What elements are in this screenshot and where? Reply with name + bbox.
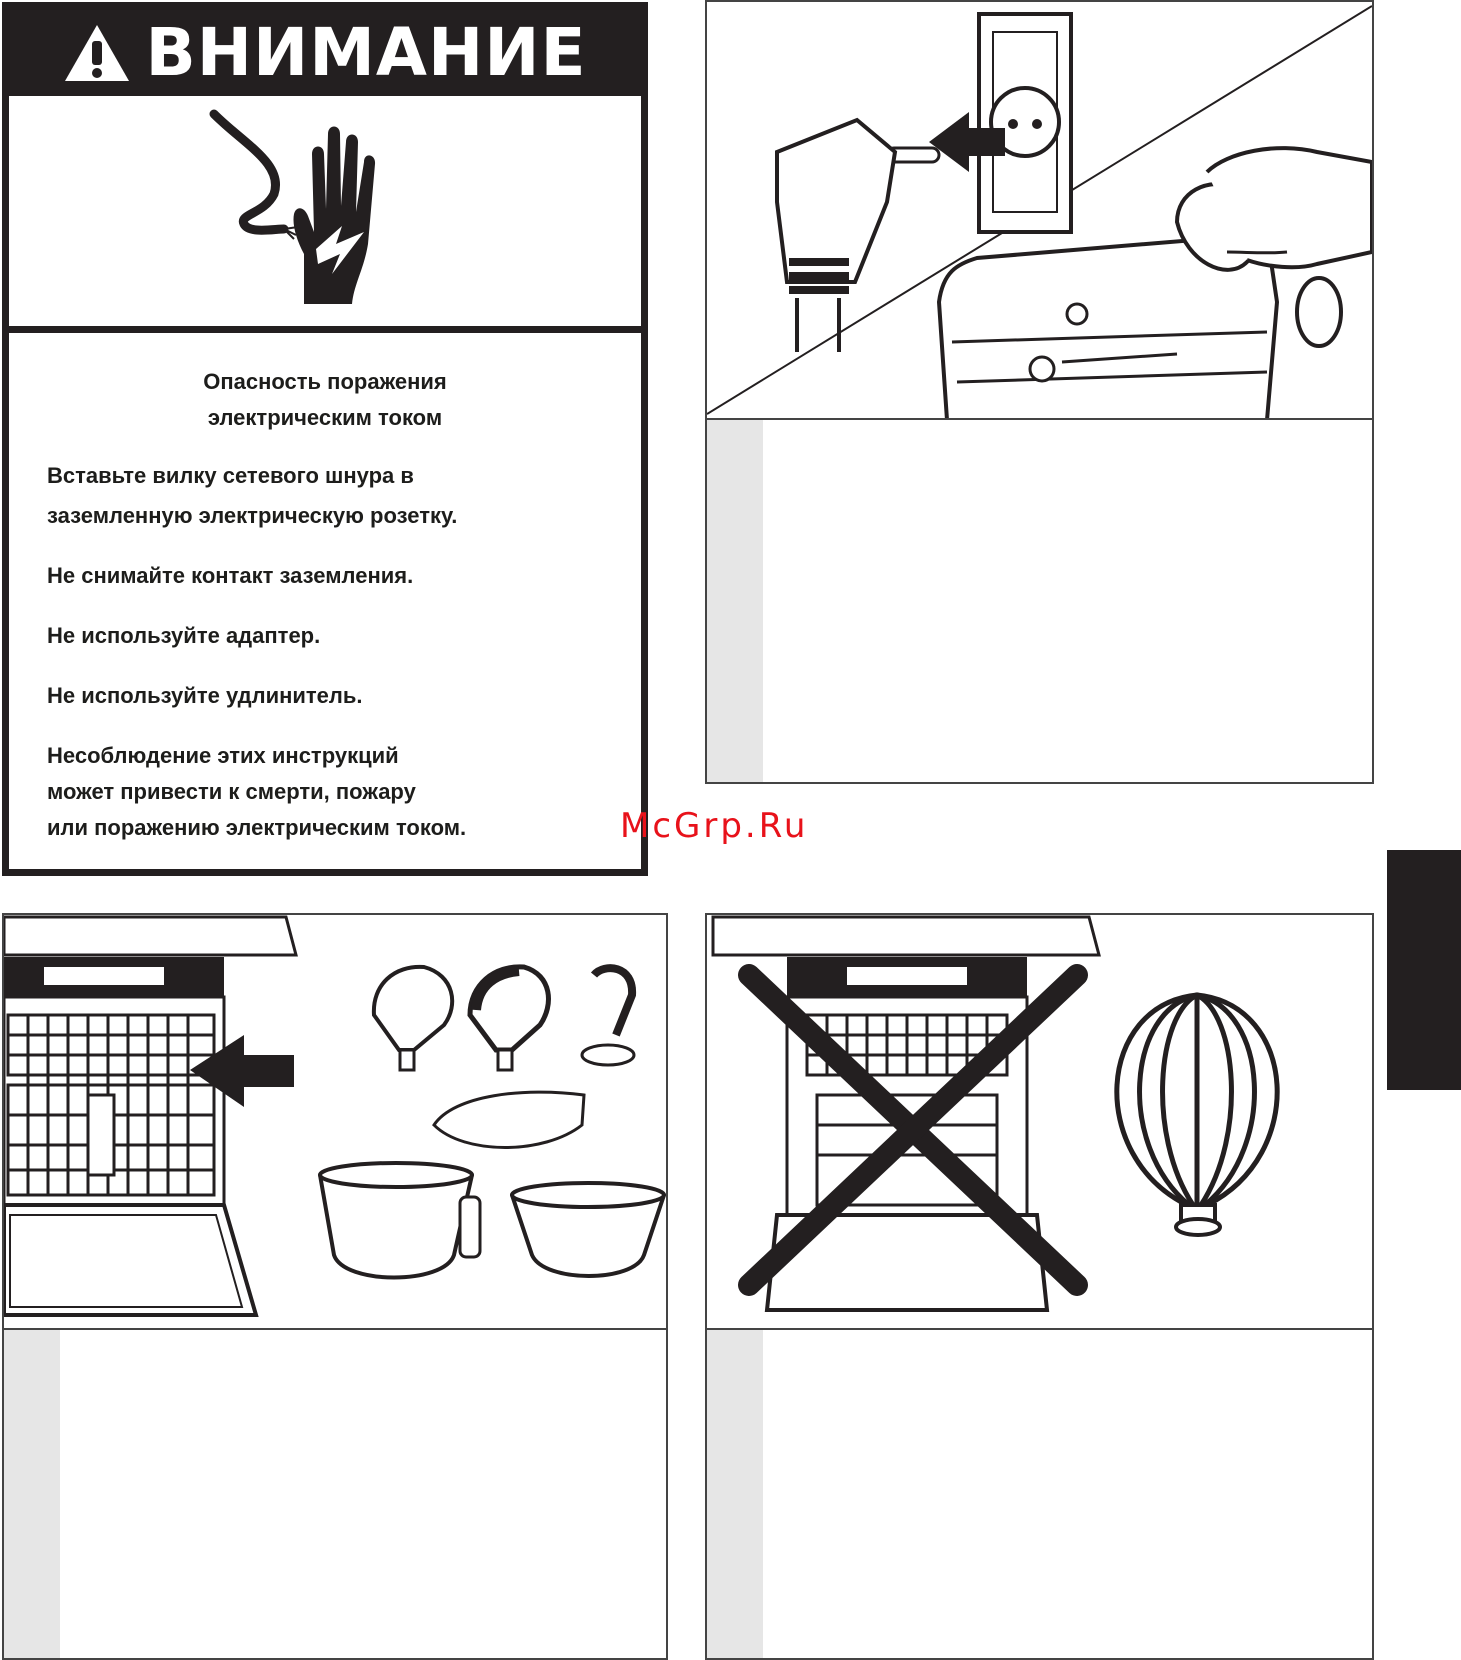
- warning-divider: [9, 326, 641, 333]
- unplug-and-wipe-illustration: [707, 2, 1372, 420]
- warning-line: заземленную электрическую розетку.: [47, 503, 458, 528]
- watermark: McGrp.Ru: [620, 806, 809, 846]
- warning-line: или поражению электрическим током.: [47, 815, 467, 840]
- dishwasher-safe-panel: [2, 913, 668, 1660]
- unplug-panel: [705, 0, 1374, 784]
- panel-divider: [4, 1328, 666, 1330]
- not-dishwasher-safe-illustration: [707, 915, 1372, 1330]
- warning-heading: [9, 364, 641, 436]
- warning-line: Не снимайте контакт заземления.: [47, 563, 414, 588]
- warning-heading-line1: Опасность поражения: [203, 369, 447, 394]
- warning-box: [2, 2, 648, 876]
- warning-header: [9, 9, 641, 96]
- warning-line: Не используйте адаптер.: [47, 623, 321, 648]
- panel-strip: [707, 1330, 763, 1658]
- warning-triangle-icon: [63, 23, 131, 83]
- panel-divider: [707, 418, 1372, 420]
- warning-line: Не используйте удлинитель.: [47, 683, 363, 708]
- panel-strip: [4, 1330, 60, 1658]
- dishwasher-safe-illustration: [4, 915, 666, 1330]
- warning-line: может привести к смерти, пожару: [47, 779, 416, 804]
- side-tab: [1387, 850, 1461, 1090]
- panel-divider: [707, 1328, 1372, 1330]
- panel-strip: [707, 420, 763, 782]
- warning-line: Несоблюдение этих инструкций: [47, 743, 399, 768]
- not-dishwasher-safe-panel: [705, 913, 1374, 1660]
- warning-title: ВНИМАНИЕ: [145, 13, 587, 91]
- warning-line: Вставьте вилку сетевого шнура в: [47, 463, 414, 488]
- warning-heading-line2: электрическим током: [207, 405, 443, 430]
- electric-shock-hand-icon: [204, 104, 414, 314]
